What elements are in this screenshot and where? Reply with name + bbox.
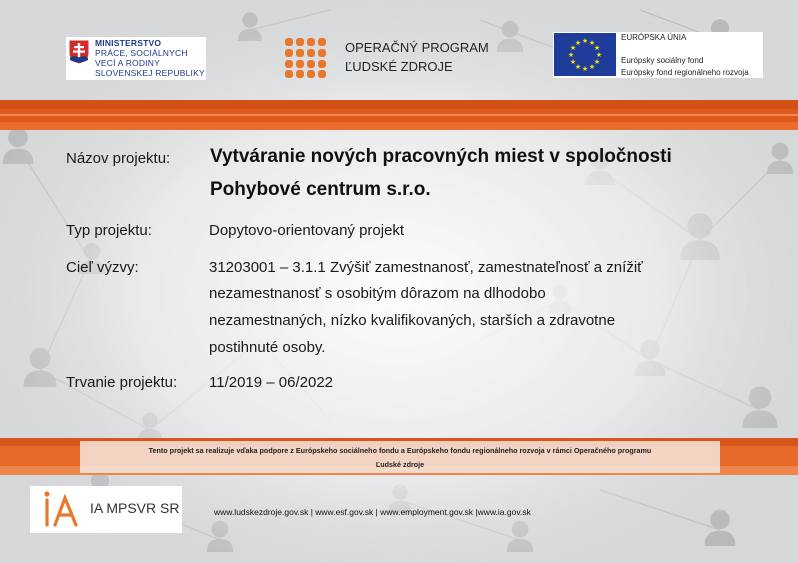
ia-logo-mark-icon xyxy=(42,490,82,528)
funding-note-line-2: Ľudské zdroje xyxy=(375,460,425,469)
ministry-line-3: VECÍ A RODINY xyxy=(95,58,160,68)
svg-text:★: ★ xyxy=(569,44,577,52)
eu-fund-line-2: Európsky fond regionálneho rozvoja xyxy=(621,68,749,77)
project-name-line-2: Pohybové centrum s.r.o. xyxy=(210,179,431,200)
funding-note xyxy=(70,444,730,472)
ministry-line-4: SLOVENSKEJ REPUBLIKY xyxy=(95,68,205,78)
svg-text:★: ★ xyxy=(567,51,575,59)
funding-note-line-1: Tento projekt sa realizuje vďaka podpore z Európskeho sociálneho fondu a Európskeho fondu regionálneho rozvoja v rámci Operačného programu xyxy=(148,446,652,455)
svg-text:★: ★ xyxy=(593,58,601,66)
program-title-line-2: ĽUDSKÉ ZDROJE xyxy=(345,59,453,74)
call-goal-line-2: nezamestnanosť s osobitým dôrazom na dlhodobo xyxy=(209,285,546,302)
svg-text:★: ★ xyxy=(595,51,603,59)
eu-fund-line-1: Európsky sociálny fond xyxy=(621,56,704,65)
call-goal-label: Cieľ výzvy: xyxy=(66,259,139,276)
call-goal-line-4: postihnuté osoby. xyxy=(209,339,326,356)
call-goal-line-1: 31203001 – 3.1.1 Zvýšiť zamestnanosť, zamestnateľnosť a znížiť xyxy=(209,259,643,276)
project-name-line-1: Vytváranie nových pracovných miest v spoločnosti xyxy=(210,146,672,167)
project-type-value: Dopytovo-orientovaný projekt xyxy=(209,222,405,239)
project-name-label: Názov projektu: xyxy=(66,150,171,167)
eu-flag-icon xyxy=(554,33,616,76)
project-type-label: Typ projektu: xyxy=(66,222,152,239)
svg-text:★: ★ xyxy=(574,63,582,71)
operational-program-logo xyxy=(283,37,489,79)
ministry-line-2: PRÁCE, SOCIÁLNYCH xyxy=(95,48,188,58)
svg-text:★: ★ xyxy=(588,39,596,47)
program-title-line-1: OPERAČNÝ PROGRAM xyxy=(345,40,489,55)
ia-mpsvr-logo xyxy=(30,486,182,533)
project-duration-label: Trvanie projektu: xyxy=(66,374,178,391)
ia-logo-text: IA MPSVR SR xyxy=(90,500,180,516)
svg-text:★: ★ xyxy=(581,37,589,45)
eu-title: EURÓPSKA ÚNIA xyxy=(621,33,687,42)
project-duration-value: 11/2019 – 06/2022 xyxy=(209,374,334,391)
ministry-logo xyxy=(66,37,206,80)
ministry-line-1: MINISTERSTVO xyxy=(95,38,162,48)
svg-text:★: ★ xyxy=(593,44,601,52)
footer-links: www.ludskezdroje.gov.sk | www.esf.gov.sk | www.employment.gov.sk |www.ia.gov.sk xyxy=(214,507,531,517)
top-orange-band xyxy=(0,100,798,130)
svg-text:★: ★ xyxy=(574,39,582,47)
call-goal-line-3: nezamestnaných, nízko kvalifikovaných, starších a zdravotne xyxy=(209,312,616,329)
program-dots-icon xyxy=(283,37,327,79)
svg-text:★: ★ xyxy=(588,63,596,71)
slovak-coat-of-arms-icon xyxy=(68,39,90,65)
eu-logo xyxy=(553,32,763,78)
svg-text:★: ★ xyxy=(581,65,589,73)
svg-text:★: ★ xyxy=(569,58,577,66)
